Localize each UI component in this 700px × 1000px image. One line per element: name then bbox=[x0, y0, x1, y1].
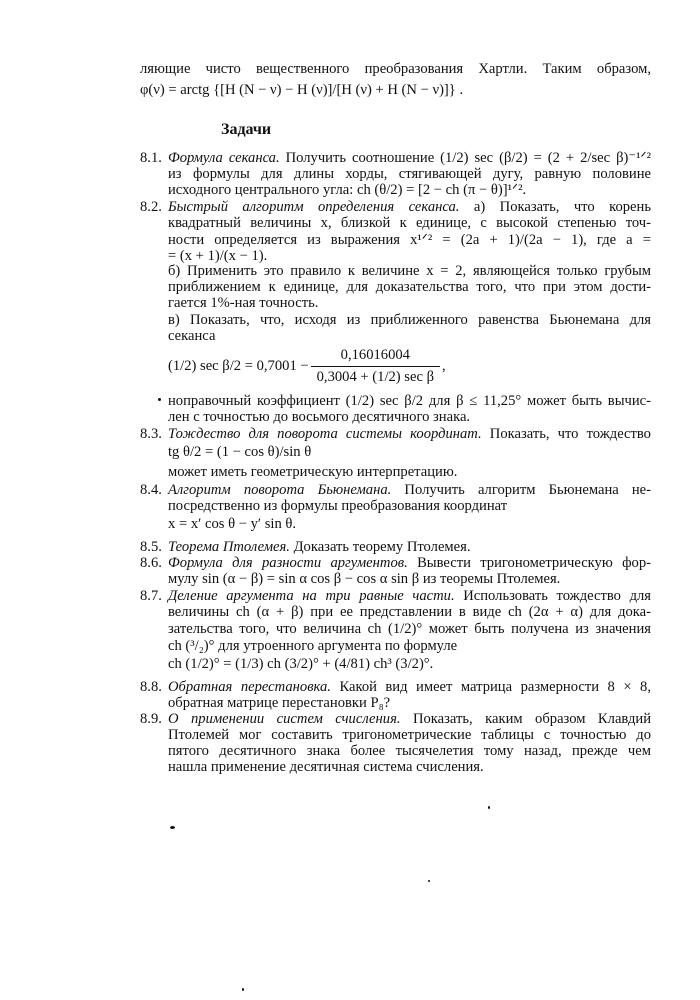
problem-8-2-line-4: = (x + 1)/(x − 1). bbox=[168, 248, 268, 264]
scan-speck bbox=[158, 398, 161, 401]
section-title: Задачи bbox=[221, 121, 272, 138]
secant-formula bbox=[168, 344, 446, 388]
formula-numerator: 0,16016004 bbox=[311, 347, 440, 366]
problem-8-2-line-9: секанса bbox=[168, 328, 216, 344]
problem-8-4-line-1: Алгоритм поворота Бьюнемана. Получить алгоритм Бьюнемана не- bbox=[168, 482, 651, 498]
formula-lhs: (1/2) sec β/2 = 0,7001 − bbox=[168, 357, 309, 374]
problem-8-2-line-5: б) Применить это правило к величине x = 2, являющейся только грубым bbox=[168, 263, 651, 279]
problem-8-7-line-5: ch (1/2)° = (1/3) ch (3/2)° + (4/81) ch³ (3/2)°. bbox=[168, 656, 434, 672]
problem-title: Теорема Птолемея. bbox=[168, 539, 290, 555]
problem-8-6-line-1: Формула для разности аргументов. Вывести тригонометрическую фор- bbox=[168, 555, 651, 571]
problem-8-5-line-1: Теорема Птолемея. Доказать теорему Птолемея. bbox=[168, 539, 471, 555]
problem-title: О применении систем счисления. bbox=[168, 711, 401, 727]
problem-number: 8.4. bbox=[140, 482, 162, 498]
intro-formula: φ(ν) = arctg {[H (N − ν) − H (ν)]/[H (ν) + H (N − ν)]} . bbox=[140, 82, 464, 98]
problem-8-9-line-1: О применении систем счисления. Показать, каким образом Клавдий bbox=[168, 711, 651, 727]
problem-8-7-line-2: величины ch (α + β) при ее представлении в виде ch (2α + α) для дока- bbox=[168, 604, 651, 620]
problem-8-1-line-3: исходного центрального угла: ch (θ/2) = [2 − ch (π − θ)]¹ᐟ². bbox=[168, 182, 527, 198]
formula-tail: , bbox=[442, 357, 446, 374]
scan-speck bbox=[242, 988, 244, 991]
problem-8-9-line-3: пятого десятичного знака более тысячелетия тому назад, прежде чем bbox=[168, 743, 651, 759]
problem-8-6-line-2: мулу sin (α − β) = sin α cos β − cos α sin β из теоремы Птолемея. bbox=[168, 571, 561, 587]
problem-8-3-line-3: может иметь геометрическую интерпретацию. bbox=[168, 464, 458, 480]
problem-title: Алгоритм поворота Бьюнемана. bbox=[168, 482, 392, 498]
scan-speck bbox=[428, 880, 430, 882]
formula-denominator: 0,3004 + (1/2) sec β bbox=[316, 368, 435, 385]
problem-number: 8.6. bbox=[140, 555, 162, 571]
problem-number: 8.5. bbox=[140, 539, 162, 555]
problem-8-2-line-1: Быстрый алгоритм определения секанса. а) Показать, что корень bbox=[168, 199, 651, 215]
problem-8-4-line-3: x = x′ cos θ − y′ sin θ. bbox=[168, 516, 297, 532]
problem-8-2-after-2: лен с точностью до восьмого десятичного знака. bbox=[168, 409, 471, 425]
problem-8-3-line-2: tg θ/2 = (1 − cos θ)/sin θ bbox=[168, 444, 312, 460]
problem-number: 8.3. bbox=[140, 426, 162, 442]
problem-8-2-after-1: ноправочный коэффициент (1/2) sec β/2 для β ≤ 11,25° может быть вычис- bbox=[168, 393, 651, 409]
problem-8-4-line-2: посредственно из формулы преобразования координат bbox=[168, 498, 508, 514]
problem-number: 8.8. bbox=[140, 679, 162, 695]
problem-8-7-line-4: ch (³/₂)° для утроенного аргумента по формуле bbox=[168, 638, 458, 654]
problem-8-1-line-2: из формулы для длины хорды, стягивающей дугу, равную половине bbox=[168, 166, 651, 182]
problem-8-8-line-1: Обратная перестановка. Какой вид имеет матрица размерности 8 × 8, bbox=[168, 679, 651, 695]
problem-8-8-line-2: обратная матрице перестановки P₈? bbox=[168, 695, 391, 711]
problem-title: Тождество для поворота системы координат. bbox=[168, 426, 482, 442]
problem-number: 8.1. bbox=[140, 150, 162, 166]
scan-speck bbox=[170, 826, 175, 829]
problem-number: 8.9. bbox=[140, 711, 162, 727]
problem-8-2-line-6: приближением к единице, для доказательства того, что при этом дости- bbox=[168, 279, 651, 295]
problem-title: Формула секанса. bbox=[168, 150, 280, 166]
problem-title: Деление аргумента на три равные части. bbox=[168, 588, 455, 604]
problem-8-3-line-1: Тождество для поворота системы координат. Показать, что тождество bbox=[168, 426, 651, 442]
problem-8-7-line-1: Деление аргумента на три равные части. Использовать тождество для bbox=[168, 588, 651, 604]
problem-8-2-line-8: в) Показать, что, исходя из приближенного равенства Бьюнемана для bbox=[168, 312, 651, 328]
problem-8-2-line-3: ности определяется из выражения x¹ᐟ² = (2a + 1)/(2a − 1), где a = bbox=[168, 232, 651, 248]
problem-8-2-line-2: квадратный величины x, близкой к единице, с высокой степенью точ- bbox=[168, 215, 651, 231]
problem-8-9-line-2: Птолемей мог составить тригонометрические таблицы с точностью до bbox=[168, 727, 651, 743]
problem-title: Быстрый алгоритм определения секанса. bbox=[168, 199, 460, 215]
problem-number: 8.7. bbox=[140, 588, 162, 604]
formula-fraction bbox=[311, 347, 440, 384]
scan-speck bbox=[488, 806, 490, 809]
problem-title: Формула для разности аргументов. bbox=[168, 555, 408, 571]
problem-title: Обратная перестановка. bbox=[168, 679, 331, 695]
problem-number: 8.2. bbox=[140, 199, 162, 215]
problem-8-2-line-7: гается 1%-ная точность. bbox=[168, 295, 319, 311]
intro-line-1: ляющие чисто вещественного преобразования Хартли. Таким образом, bbox=[140, 61, 651, 77]
problem-8-7-line-3: зательства того, что величина ch (1/2)° может быть получена из значения bbox=[168, 621, 651, 637]
problem-8-1-line-1: Формула секанса. Получить соотношение (1/2) sec (β/2) = (2 + 2/sec β)⁻¹ᐟ² bbox=[168, 150, 651, 166]
problem-8-9-line-4: нашла применение десятичная система счисления. bbox=[168, 759, 484, 775]
